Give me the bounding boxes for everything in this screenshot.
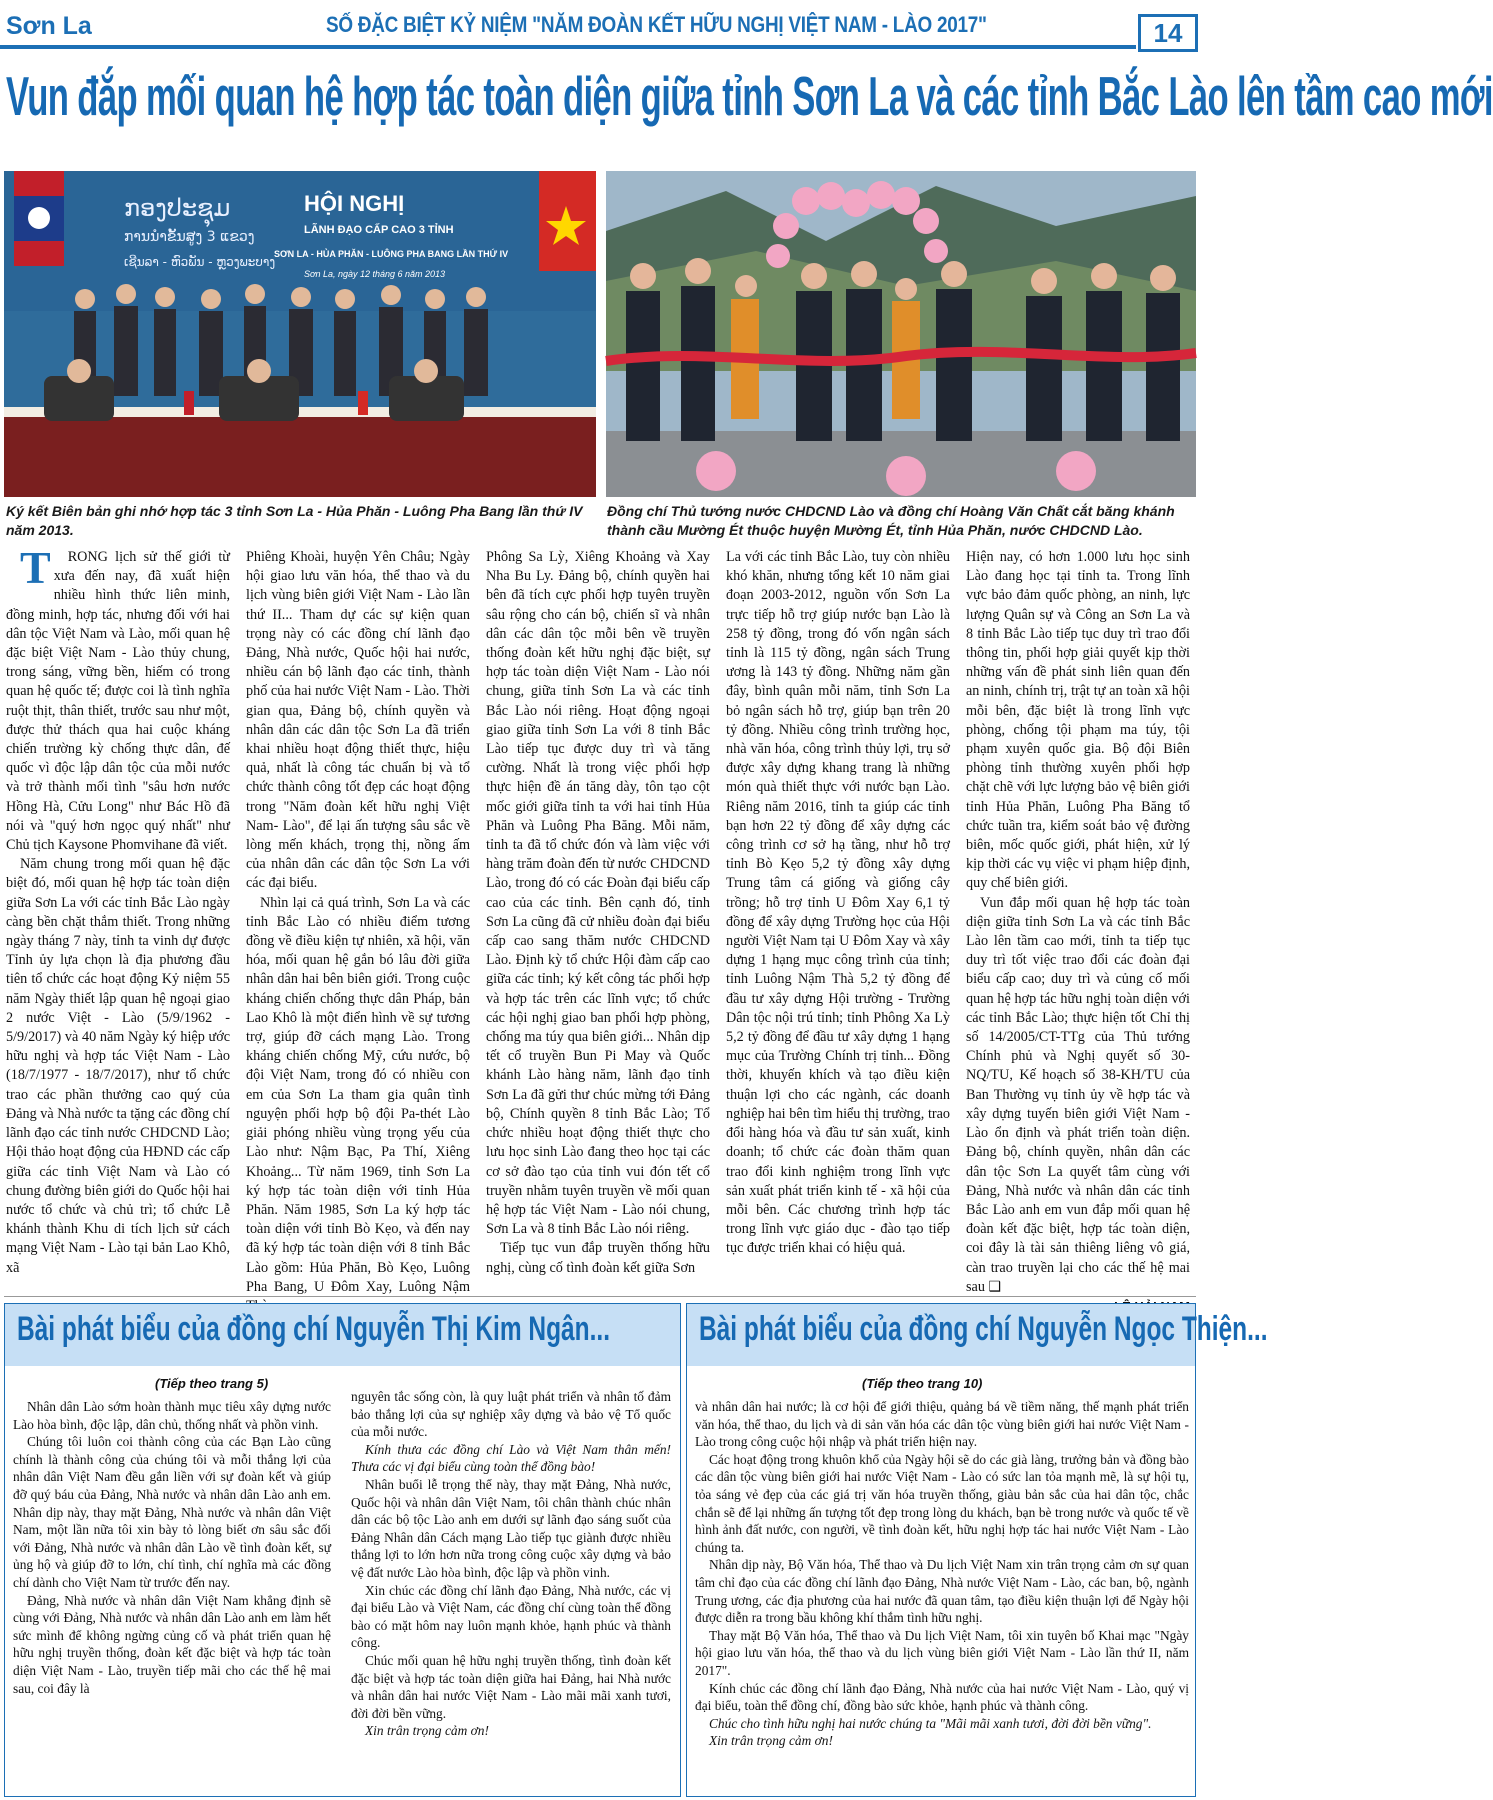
box-paragraph: Chúc cho tình hữu nghị hai nước chúng ta "Mãi mãi xanh tươi, đời đời bền vững". [709, 1715, 1152, 1731]
box-paragraph: Kính thưa các đồng chí Lào và Việt Nam thân mến! Thưa các vị đại biểu cùng toàn thể đồng bào! [351, 1441, 671, 1475]
header-rule [0, 45, 1136, 49]
article-paragraph: Vun đắp mối quan hệ hợp tác toàn diện giữa tỉnh Sơn La và các tỉnh Bắc Lào lên tầm cao mới, tỉnh ta tiếp tục duy trì tốt việc trao đổi các đoàn đại biểu cấp cao; duy trì và củng cố mối quan hệ hợp tác hữu nghị toàn diện với các tỉnh Bắc Lào; thực hiện tốt Chỉ thị số 14/2005/CT-TTg của Thủ tướng Chính phủ và Nghị quyết số 30-NQ/TU, Kế hoạch số 38-KH/TU của Ban Thường vụ tỉnh ủy về hợp tác và xây dựng tuyến biên giới Việt Nam - Lào ổn định và phát triển toàn diện. Đảng bộ, chính quyền, nhân dân các dân tộc Sơn La quyết tâm cùng với Đảng, Nhà nước và nhân dân các tỉnh Bắc Lào anh em vun đắp mối quan hệ đoàn kết đặc biệt, hợp tác toàn diện, coi đây là tài sản thiêng liêng vô giá, càn trao truyền lại cho các thế hệ mai sau ❑ [966, 894, 1190, 1295]
speech-box-ngoc-thien [686, 1303, 1268, 1797]
article-column-1 [6, 542, 230, 1278]
continued-note: (Tiếp theo trang 10) [862, 1376, 983, 1391]
box-paragraph: Nhân dân Lào sớm hoàn thành mục tiêu xây dựng nước Lào hòa bình, độc lập, dân chủ, thống nhất và phồn vinh. [13, 1399, 331, 1432]
caption-right: Đồng chí Thủ tướng nước CHDCND Lào và đồng chí Hoàng Văn Chất cắt băng khánh thành cầu Mường Ét thuộc huyện Mường Ét, tỉnh Hủa Phăn, nước CHDCND Lào. [607, 503, 1175, 538]
banner-date: Sơn La, ngày 12 tháng 6 năm 2013 [304, 269, 446, 279]
caption-left: Ký kết Biên bản ghi nhớ hợp tác 3 tỉnh Sơn La - Hủa Phăn - Luông Pha Bang lần thứ IV năm 2013. [6, 503, 583, 538]
photo-conference-signing [4, 171, 596, 497]
article-paragraph: Tiếp tục vun đắp truyền thống hữu nghị, cùng cố tình đoàn kết giữa Sơn [486, 1240, 710, 1276]
article-column-2 [246, 548, 470, 1316]
svg-text:ເຊີນລາ - ຫົວພັນ - ຫຼວງພະບາງ: ເຊີນລາ - ຫົວພັນ - ຫຼວງພະບາງ [124, 255, 276, 269]
conference-signing-image [4, 171, 596, 497]
photo-ribbon-cutting [606, 171, 1196, 497]
box-paragraph: Xin chúc các đồng chí lãnh đạo Đảng, Nhà nước, các vị đại biểu Lào và Việt Nam, các đồng chí cùng toàn thể đồng bào có mặt hôm nay luôn mạnh khỏe, hạnh phúc và thành công. [351, 1582, 671, 1651]
box-paragraph: Đảng, Nhà nước và nhân dân Việt Nam khẳng định sẽ cùng với Đảng, Nhà nước và nhân dân Lào anh em làm hết sức mình để không ngừng củng cố và phát triển quan hệ hữu nghị truyền thống, đoàn kết đặc biệt và hợp tác toàn diện Việt Nam - Lào, truyền tiếp mãi cho các thế hệ mai sau, coi đây là [13, 1592, 331, 1696]
box-title: Bài phát biểu của đồng chí Nguyễn Ngọc Thiện... [699, 1310, 1268, 1348]
main-article [6, 542, 1194, 1295]
special-issue-kicker: SỐ ĐẶC BIỆT KỶ NIỆM "NĂM ĐOÀN KẾT HỮU NGHỊ VIỆT NAM - LÀO 2017" [326, 12, 987, 37]
box-header [5, 1304, 680, 1366]
article-column-5 [966, 548, 1190, 1316]
banner-title: HỘI NGHỊ [304, 191, 405, 216]
box-title: Bài phát biểu của đồng chí Nguyễn Thị Kim Ngân... [17, 1310, 610, 1348]
box-paragraph: Chúc mối quan hệ hữu nghị truyền thống, tình đoàn kết đặc biệt và hợp tác toàn diện giữa hai Đảng, hai Nhà nước và nhân dân hai nước Việt Nam - Lào mãi mãi xanh tươi, đời đời bền vững. [351, 1652, 671, 1721]
article-column-4 [726, 548, 950, 1259]
box-paragraph: Xin trân trọng cảm ơn! [709, 1733, 833, 1749]
article-paragraph: Phiêng Khoài, huyện Yên Châu; Ngày hội giao lưu văn hóa, thể thao và du lịch vùng biên giới Việt Nam - Lào lần thứ II... Tham dự các sự kiện quan trọng này có các đồng chí lãnh đạo Đảng, Nhà nước, Quốc hội hai nước, nhiều cán bộ lãnh đạo các tỉnh, thành phố của hai nước Việt Nam - Lào. Thời gian qua, Đảng bộ, chính quyền và nhân dân các dân tộc Sơn La đã triển khai nhiều hoạt động thiết thực, hiệu quả, nhất là công tác chuẩn bị và tổ chức thành công tốt đẹp các hoạt động trong "Năm đoàn kết hữu nghị Việt Nam- Lào", để lại ấn tượng sâu sắc về lòng mến khách, trọng thị, nồng ấm của nhân dân các dân tộc Sơn La với các đại biểu. [246, 549, 470, 892]
box-column-2 [351, 1388, 671, 1740]
svg-text:ກອງປະຊຸມ: ກອງປະຊຸມ [124, 194, 231, 222]
box-paragraph: Nhân dịp này, Bộ Văn hóa, Thể thao và Du lịch Việt Nam xin trân trọng cảm ơn sự quan tâm chỉ đạo của các đồng chí lãnh đạo Đảng, Nhà nước Việt Nam - Lào, các ban, bộ, ngành Trung ương, các địa phương của hai nước đã quan tâm, tạo điều kiện thuận lợi để Ngày hội được diễn ra trong bầu không khí thắm tình hữu nghị. [695, 1557, 1189, 1626]
box-column-1 [13, 1398, 331, 1697]
article-paragraph: TRONG lịch sử thế giới từ xưa đến nay, đã xuất hiện nhiều hình thức liên minh, đồng minh, hợp tác, nhưng đối với hai dân tộc Việt Nam và Lào, mối quan hệ đặc biệt Việt Nam - Lào thủy chung, trong sáng, vững bền, hiếm có trong quan hệ quốc tế; được coi là tình nghĩa ruột thịt, thân thiết, trước sau như một, được thử thách qua hai cuộc kháng chiến trường kỳ chống thực dân, đế quốc vì độc lập dân tộc của mỗi nước và trở thành mối tình "sâu hơn nước Hồng Hà, Cửu Long" như Bác Hồ đã nói và "quý hơn ngọc quý nhất" như Chủ tịch Kaysone Phomvihane đã viết. [6, 542, 230, 854]
article-column-3 [486, 548, 710, 1278]
article-paragraph: Phông Sa Lỳ, Xiêng Khoảng và Xay Nha Bu Ly. Đảng bộ, chính quyền hai bên đã tích cực phối hợp tuyên truyền sâu rộng cho cán bộ, chiến sĩ và nhân dân các dân tộc mỗi bên về truyền thống đoàn kết hữu nghị đặc biệt, sự hợp tác toàn diện Việt Nam - Lào nói chung, giữa tỉnh Sơn La và các tỉnh Bắc Lào nói riêng. Hoạt động ngoại giao giữa tỉnh Sơn La với 8 tỉnh Bắc Lào tiếp tục được duy trì và tăng cường. Nhất là trong việc phối hợp thực hiện đề án tăng dày, tôn tạo cột mốc giới giữa tỉnh ta với hai tỉnh Hủa Phăn và Luông Pha Băng. Mỗi năm, tỉnh ta đã tổ chức đón và làm việc với hàng trăm đoàn đến từ nước CHDCND Lào, trong đó có các Đoàn đại biểu cấp cao của các tỉnh. Bên cạnh đó, tỉnh Sơn La cũng đã cử nhiều đoàn đại biểu cấp cao sang thăm nước CHDCND Lào. Định kỳ tổ chức Hội đàm cấp cao giữa các tỉnh; ký kết công tác phối hợp và hợp tác trên các lĩnh vực; tổ chức các hội nghị giao ban phối hợp phòng, chống ma túy qua biên giới... Nhân dịp tết cổ truyền Bun Pi May và Quốc khánh Lào hàng năm, lãnh đạo tỉnh Sơn La đã gửi thư chúc mừng tới Đảng bộ, Chính quyền 8 tỉnh Bắc Lào; Tổ chức nhiều hoạt động thiết thực cho lưu học sinh Lào đang theo học tại các cơ sở đào tạo của tỉnh vui đón tết cổ truyền nhằm tuyên truyền về mối quan hệ hợp tác Việt Nam - Lào nói chung, Sơn La và 8 tỉnh Bắc Lào nói riêng. [486, 549, 710, 1238]
article-paragraph: Nhìn lại cả quá trình, Sơn La và các tỉnh Bắc Lào có nhiều điểm tương đồng về điều kiện tự nhiên, xã hội, văn hóa, mối quan hệ gắn bó lâu đời giữa nhân dân hai bên biên giới. Trong cuộc kháng chiến chống thực dân Pháp, bản Lao Khô là một điển hình về sự tương trợ, giúp đỡ cách mạng Lào. Trong kháng chiến chống Mỹ, cứu nước, bộ đội Việt Nam, trong đó có nhiều con em của Sơn La tham gia quân tình nguyện phối hợp bộ đội Pa-thét Lào giải phóng nhiều vùng trọng yếu của Lào như: Nậm Bạc, Pa Thí, Xiêng Khoảng... Từ năm 1969, tỉnh Sơn La ký hợp tác toàn diện với tỉnh Hủa Phăn. Năm 1985, Sơn La ký hợp tác toàn diện với tỉnh Bò Kẹo, và đến nay đã ký hợp tác toàn diện với 8 tỉnh Bắc Lào gồm: Hủa Phăn, Bò Kẹo, Luông Pha Bang, U Đôm Xay, Luông Nậm [246, 894, 470, 1295]
page-header [0, 0, 1200, 52]
banner-provinces: SƠN LA - HỦA PHĂN - LUÔNG PHA BANG LẦN THỨ IV [274, 249, 509, 259]
box-paragraph: Nhân buổi lễ trọng thể này, thay mặt Đảng, Nhà nước, Quốc hội và nhân dân Việt Nam, tôi chân thành chúc nhân dân các bộ tộc Lào anh em dưới sự lãnh đạo sáng suốt của Đảng Nhân dân Cách mạng Lào tiếp tục giành được nhiều thắng lợi to lớn hơn nữa trong công cuộc xây dựng và bảo vệ đất nước Lào hòa bình, độc lập và phồn vinh. [351, 1476, 671, 1580]
speech-box-kim-ngan [4, 1303, 681, 1797]
section-divider [4, 1296, 1196, 1297]
box-paragraph: Chúng tôi luôn coi thành công của các Bạn Lào cũng chính là thành công của chúng tôi và mỗi thắng lợi của nhân dân Việt Nam đều gắn liền với sự đoàn kết và giúp đỡ quý báu của Đảng, Nhà nước và nhân dân Lào anh em. Nhân dịp này, thay mặt Đảng, Nhà nước và nhân dân Việt Nam, một lần nữa tôi xin bày tỏ lòng biết ơn sâu sắc đối với Đảng, Nhà nước và nhân dân Lào về tình đoàn kết, sự ủng hộ và giúp đỡ to lớn, chí tình, chí nghĩa mà các đồng chí dành cho Việt Nam từ trước đến nay. [13, 1434, 331, 1590]
box-paragraph: nguyên tắc sống còn, là quy luật phát triển và nhân tố đảm bảo thắng lợi của sự nghiệp xây dựng và bảo vệ Tổ quốc của mỗi nước. [351, 1389, 671, 1440]
box-paragraph: Thay mặt Bộ Văn hóa, Thể thao và Du lịch Việt Nam, tôi xin tuyên bố Khai mạc "Ngày hội giao lưu văn hóa, thể thao và du lịch vùng biên giới Việt Nam - Lào lần thứ II, năm 2017". [695, 1627, 1189, 1678]
box-header [687, 1304, 1268, 1366]
svg-text:ການນຳຂັ້ນສູງ 3 ແຂວງ: ການນຳຂັ້ນສູງ 3 ແຂວງ [124, 229, 255, 245]
box-column-1 [695, 1398, 1189, 1750]
box-paragraph: Các hoạt động trong khuôn khổ của Ngày hội sẽ do các già làng, trưởng bản và đồng bào các dân tộc vùng biên giới hai nước Việt Nam - Lào có sức lan tỏa mạnh mẽ, là sự hội tụ, tỏa sáng vẻ đẹp của các giá trị văn hóa truyền thống, giàu bản sắc của hai dân tộc, chắc chắn sẽ để lại những ấn tượng tốt đẹp trong lòng du khách, bạn bè trong nước và quốc tế về hình ảnh đất nước, con người, về tình đoàn kết, hữu nghị hợp tác hai nước Việt Nam - Lào chúng ta. [695, 1451, 1189, 1555]
continued-note: (Tiếp theo trang 5) [155, 1376, 269, 1391]
box-paragraph: Xin trân trọng cảm ơn! [365, 1723, 489, 1739]
page-number: 14 [1138, 14, 1198, 52]
section-name: Sơn La [6, 12, 92, 40]
article-paragraph: Năm chung trong mối quan hệ đặc biệt đó, mối quan hệ hợp tác toàn diện giữa Sơn La với các tỉnh Bắc Lào ngày càng bền chặt thắm thiết. Trong những ngày tháng 7 này, tỉnh ta vinh dự được Tỉnh ủy lựa chọn là địa phương đầu tiên tổ chức các hoạt động Kỷ niệm 55 năm Ngày thiết lập quan hệ ngoại giao 2 nước Việt - Lào (5/9/1962 - 5/9/2017) và 40 năm Ngày ký hiệp ước hữu nghị và hợp tác Việt Nam - Lào (18/7/1977 - 18/7/2017), như tổ chức trao các phần thưởng cao quý của Đảng và Nhà nước ta tặng các đồng chí lãnh đạo các tỉnh nước CHDCND Lào; Hội thảo hoạt động của HĐND các cấp giữa các tỉnh Việt Nam và Lào có chung đường biên giới do Quốc hội hai nước tổ chức và chủ trì; tổ chức Lễ khánh thành Khu di tích lịch sử cách mạng Việt Nam - Lào tại bản Lao Khô, xã [6, 856, 230, 1276]
article-paragraph: La với các tỉnh Bắc Lào, tuy còn nhiều khó khăn, nhưng tổng kết 10 năm giai đoạn 2003-2012, nguồn vốn Sơn La trực tiếp hỗ trợ giúp nước bạn Lào là 258 tỷ đồng, trong đó vốn ngân sách tỉnh là 115 tỷ đồng, ngân sách Trung ương là 143 tỷ đồng. Những năm gần đây, bình quân mỗi năm, tỉnh Sơn La bỏ ngân sách hỗ trợ, giúp bạn trên 20 tỷ đồng. Nhiều công trình trường học, nhà văn hóa, công trình thủy lợi, trụ sở được xây dựng khang trang là những món quà thiết thực với nước bạn Lào. Riêng năm 2016, tỉnh ta giúp các tỉnh bạn hơn 22 tỷ đồng để xây dựng các công trình cơ sở hạ tầng, như hỗ trợ tỉnh Bò Kẹo 5,2 tỷ đồng xây dựng Trung tâm cá giống và giống cây trồng; hỗ trợ tỉnh U Đôm Xay 6,1 tỷ đồng để xây dựng Trường học của Hội người Việt Nam tại U Đôm Xay và xây dựng 1 hạng mục công trình của tỉnh; tỉnh Luông Nậm Thà 5,2 tỷ đồng để đầu tư xây dựng Hội trường - Trường Dân tộc nội trú tỉnh; tỉnh Phông Xa Lỳ 5,2 tỷ đồng để đầu tư xây dựng 1 hạng mục của Trường Chính trị tỉnh... Đồng thời, khuyến khích và tạo điều kiện thuận lợi cho các ngành, các doanh nghiệp hai bên tìm hiểu thị trường, trao đổi hàng hóa và đầu tư sản xuất, kinh doanh; tổ chức các đoàn thăm quan trao đổi kinh nghiệm trong lĩnh vực sản xuất phát triển kinh tế - xã hội của mỗi bên. Các chương trình hợp tác trong lĩnh vực giáo dục - đào tạo tiếp tục được triển khai có hiệu quả. [726, 549, 950, 1257]
box-paragraph: và nhân dân hai nước; là cơ hội để giới thiệu, quảng bá về tiềm năng, thế mạnh phát triển văn hóa, thể thao, du lịch và di sản văn hóa các dân tộc vùng biên giới hai nước Việt Nam - Lào trong công cuộc hội nhập và phát triển hiện nay. [695, 1399, 1189, 1450]
headline: Vun đắp mối quan hệ hợp tác toàn diện giữa tỉnh Sơn La và các tỉnh Bắc Lào lên tầm cao mới [6, 65, 1493, 127]
box-paragraph: Kính chúc các đồng chí lãnh đạo Đảng, Nhà nước của hai nước Việt Nam - Lào, quý vị đại biểu, toàn thể đồng chí, đồng bào sức khỏe, hạnh phúc và thành công. [695, 1680, 1189, 1714]
banner-subtitle: LÃNH ĐẠO CẤP CAO 3 TỈNH [304, 224, 454, 236]
ribbon-cutting-image [606, 171, 1196, 497]
article-paragraph: Hiện nay, có hơn 1.000 lưu học sinh Lào đang học tại tỉnh ta. Trong lĩnh vực bảo đảm quốc phòng, an ninh, lực lượng Quân sự và Công an Sơn La và 8 tỉnh Bắc Lào tiếp tục duy trì trao đổi thông tin, phối hợp giải quyết kịp thời những vấn đề phát sinh liên quan đến an ninh, chính trị, trật tự an toàn xã hội mỗi bên, đặc biệt là trong lĩnh vực phòng, chống tội phạm ma túy, tội phạm xuyên quốc gia. Bộ đội Biên phòng tỉnh thường xuyên phối hợp chặt chẽ với lực lượng bảo vệ biên giới tỉnh Hủa Phăn, Luông Pha Băng tổ chức tuần tra, kiểm soát bảo vệ đường biên, mốc quốc giới, phát hiện, xử lý kịp thời các vụ việc vi phạm hiệp định, quy chế biên giới. [966, 549, 1190, 892]
